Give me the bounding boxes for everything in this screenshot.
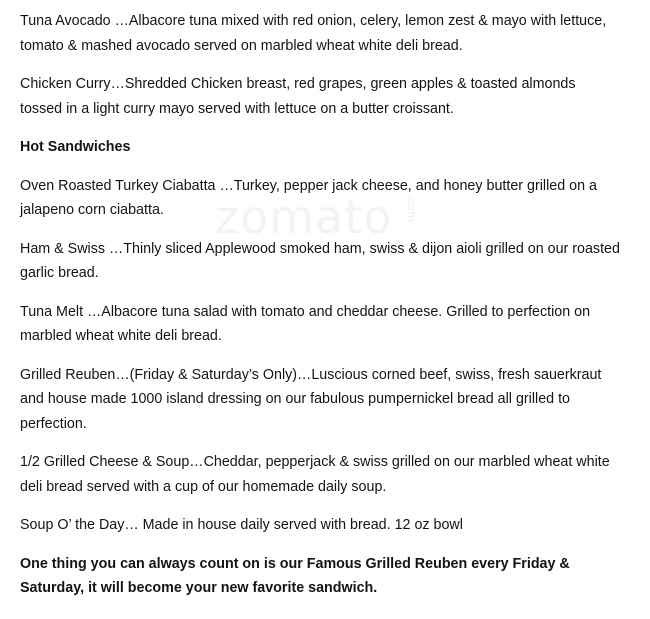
- menu-item-grilled-reuben: Grilled Reuben…(Friday & Saturday’s Only)…Luscious corned beef, swiss, fresh sauerkraut and house made 1000 island dressing on our fabulous pumpernickel bread all grilled to perfection.: [20, 366, 602, 432]
- section-heading-hot-sandwiches: Hot Sandwiches: [20, 139, 131, 155]
- menu-item-oven-roasted-turkey: Oven Roasted Turkey Ciabatta …Turkey, pepper jack cheese, and honey butter grilled on a jalapeno corn ciabatta.: [20, 177, 597, 218]
- menu-text-block: [20, 9, 620, 601]
- menu-item-chicken-curry: Chicken Curry…Shredded Chicken breast, red grapes, green apples & toasted almonds tossed in a light curry mayo served with lettuce on a butter croissant.: [20, 76, 576, 117]
- zomato-watermark: zomato: [215, 190, 393, 244]
- menu-item-tuna-avocado: Tuna Avocado …Albacore tuna mixed with red onion, celery, lemon zest & mayo with lettuce, tomato & mashed avocado served on marbled wheat white deli bread.: [20, 13, 607, 54]
- menu-item-soup-of-the-day: Soup O’ the Day… Made in house daily served with bread. 12 oz bowl: [20, 517, 463, 533]
- zomato-watermark-suffix: .com: [405, 195, 418, 222]
- menu-item-ham-swiss: Ham & Swiss …Thinly sliced Applewood smoked ham, swiss & dijon aioli grilled on our roasted garlic bread.: [20, 240, 620, 281]
- promo-famous-reuben: One thing you can always count on is our Famous Grilled Reuben every Friday & Saturday, it will become your new favorite sandwich.: [20, 555, 570, 596]
- menu-item-tuna-melt: Tuna Melt …Albacore tuna salad with tomato and cheddar cheese. Grilled to perfection on marbled wheat white deli bread.: [20, 303, 591, 344]
- menu-item-grilled-cheese-soup: 1/2 Grilled Cheese & Soup…Cheddar, pepperjack & swiss grilled on our marbled wheat white deli bread served with a cup of our homemade daily soup.: [20, 454, 610, 495]
